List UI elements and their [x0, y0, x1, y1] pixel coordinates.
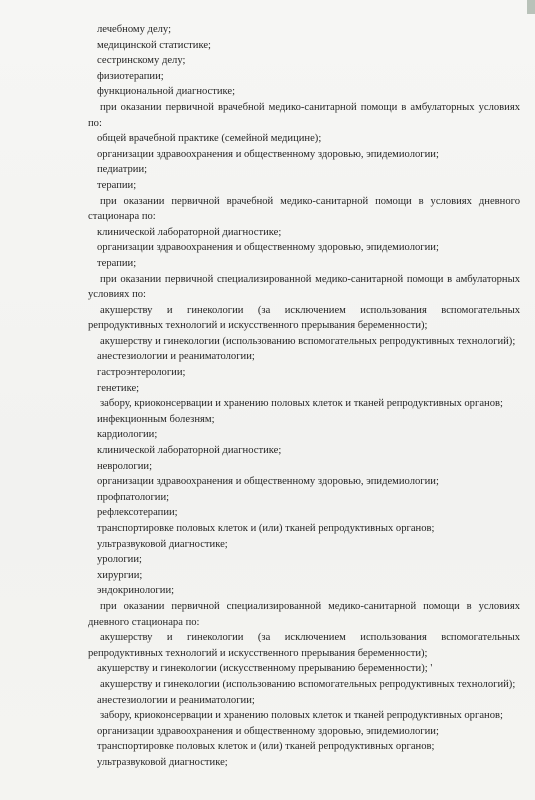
list-item: эндокринологии;: [97, 585, 175, 597]
list-item: неврологии;: [97, 460, 153, 472]
list-item: организации здравоохранения и общественному здоровью, эпидемиологии;: [97, 242, 439, 254]
section-heading: при оказании первичной врачебной медико-санитарной помощи в условиях дневного стационара по:: [88, 195, 520, 223]
list-item: физиотерапии;: [97, 70, 164, 82]
list-item: лечебному делу;: [97, 24, 172, 35]
list-item: клинической лабораторной диагностике;: [97, 226, 282, 238]
section-heading: при оказании первичной специализированной медико-санитарной помощи в условиях дневного стационара по:: [88, 600, 520, 628]
list-item: профпатологии;: [97, 491, 170, 503]
list-item: акушерству и гинекологии (искусственному прерыванию беременности); ': [97, 663, 433, 675]
list-item: организации здравоохранения и общественному здоровью, эпидемиологии;: [97, 725, 439, 737]
list-item: хирургии;: [97, 569, 143, 581]
section-heading: при оказании первичной врачебной медико-санитарной помощи в амбулаторных условиях по:: [88, 101, 520, 129]
list-item: акушерству и гинекологии (за исключением использования вспомогательных репродуктивных технологий и искусственного прерывания беременности);: [88, 304, 520, 332]
list-item: акушерству и гинекологии (за исключением использования вспомогательных репродуктивных технологий и искусственного прерывания беременности);: [88, 632, 520, 659]
list-item: рефлексотерапии;: [97, 507, 178, 519]
list-item: генетике;: [97, 382, 140, 394]
list-item: ультразвуковой диагностике;: [97, 538, 228, 550]
list-item: ультразвуковой диагностике;: [97, 756, 228, 768]
list-item: анестезиологии и реаниматологии;: [97, 351, 255, 363]
list-item: медицинской статистике;: [97, 39, 211, 51]
list-item: акушерству и гинекологии (использованию вспомогательных репродуктивных технологий);: [100, 678, 516, 690]
list-item: педиатрии;: [97, 164, 148, 176]
list-item: терапии;: [97, 179, 137, 191]
section-heading: при оказании первичной специализированной медико-санитарной помощи в амбулаторных условиях по:: [88, 273, 520, 301]
list-item: организации здравоохранения и общественному здоровью, эпидемиологии;: [97, 148, 439, 160]
list-item: общей врачебной практике (семейной медицине);: [97, 133, 322, 145]
list-item: терапии;: [97, 257, 137, 269]
list-item: инфекционным болезням;: [97, 413, 215, 425]
list-item: кардиологии;: [97, 429, 158, 441]
document-body: [88, 22, 520, 771]
list-item: урологии;: [97, 554, 142, 566]
list-item: забору, криоконсервации и хранению половых клеток и тканей репродуктивных органов;: [100, 710, 503, 722]
list-item: транспортировке половых клеток и (или) тканей репродуктивных органов;: [97, 741, 435, 753]
list-item: сестринскому делу;: [97, 55, 186, 67]
list-item: забору, криоконсервации и хранению половых клеток и тканей репродуктивных органов;: [100, 398, 503, 410]
list-item: организации здравоохранения и общественному здоровью, эпидемиологии;: [97, 476, 439, 488]
list-item: гастроэнтерологии;: [97, 367, 186, 379]
list-item: акушерству и гинекологии (использованию вспомогательных репродуктивных технологий);: [100, 335, 516, 347]
list-item: клинической лабораторной диагностике;: [97, 445, 282, 457]
list-item: функциональной диагностике;: [97, 86, 236, 98]
list-item: транспортировке половых клеток и (или) тканей репродуктивных органов;: [97, 523, 435, 534]
list-item: анестезиологии и реаниматологии;: [97, 694, 255, 706]
page-corner-mark: [527, 0, 535, 14]
